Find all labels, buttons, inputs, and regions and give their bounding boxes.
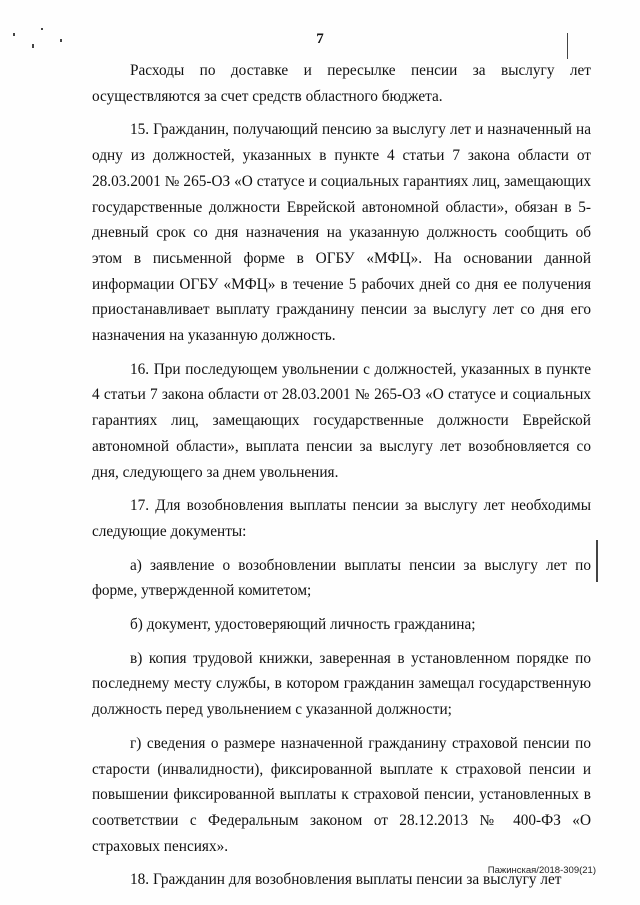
paragraph-18: 18. Гражданин для возобновления выплаты пенсии за выслугу лет bbox=[130, 871, 562, 889]
paragraph-16: 16. При последующем увольнении с должностей, указанных в пункте 4 статьи 7 закона области от 28.03.2001 № 265-ОЗ «О статусе и социальных гарантиях лиц, замещающих государственные должности Еврейской автономной области», выплата пенсии за выслугу лет возобновляется со дня, следующего за днем увольнения. bbox=[92, 360, 591, 481]
list-item-b: б) документ, удостоверяющий личность гражданина; bbox=[130, 616, 476, 634]
document-body bbox=[92, 58, 591, 893]
page-number: 7 bbox=[316, 31, 324, 47]
list-item-c: в) копия трудовой книжки, заверенная в установленном порядке по последнему месту службы, в котором гражданин замещал государственную должность перед увольнением с указанной должности; bbox=[92, 649, 591, 719]
paragraph-15: 15. Гражданин, получающий пенсию за выслугу лет и назначенный на одну из должностей, указанных в пункте 4 статьи 7 закона области от 28.03.2001 № 265-ОЗ «О статусе и социальных гарантиях лиц, замещающих государственные должности Еврейской автономной области», обязан в 5-дневный срок со дня назначения на указанную должность сообщить об этом в письменной форме в ОГБУ «МФЦ». На основании данной информации ОГБУ «МФЦ» в течение 5 рабочих дней со дня ее получения приостанавливает выплату гражданину пенсии за выслугу лет со дня его назначения на указанную должность. bbox=[92, 121, 591, 345]
scan-edge-mark bbox=[596, 540, 598, 582]
paragraph-expenses: Расходы по доставке и пересылке пенсии за выслугу лет осуществляются за счет средств областного бюджета. bbox=[92, 62, 591, 105]
scan-speck bbox=[41, 28, 43, 30]
list-item-a: а) заявление о возобновлении выплаты пенсии за выслугу лет по форме, утвержденной комитетом; bbox=[92, 556, 591, 600]
footer-document-code: Пажинская/2018-309(21) bbox=[487, 865, 596, 876]
paragraph-17: 17. Для возобновления выплаты пенсии за выслугу лет необходимы следующие документы: bbox=[92, 497, 591, 540]
list-item-d: г) сведения о размере назначенной гражданину страховой пенсии по старости (инвалидности), фиксированной выплате к страховой пенсии и повышении фиксированной выплаты к страховой пенсии, установленных в соответствии с Федеральным законом от 28.12.2013 № 400-ФЗ «О страховых пенсиях». bbox=[92, 734, 591, 855]
